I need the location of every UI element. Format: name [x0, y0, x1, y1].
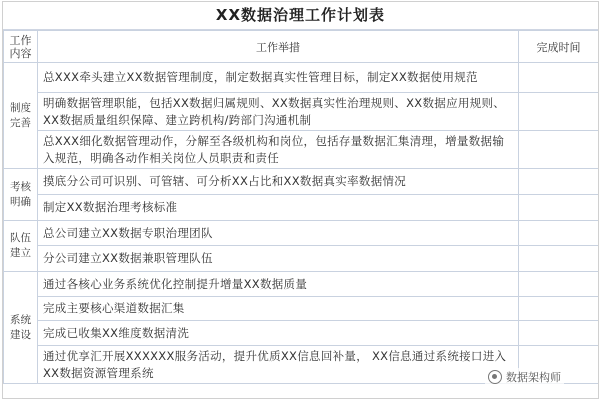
table-row — [4, 321, 599, 346]
plan-table-document — [2, 1, 599, 399]
category-cell: 考核明确 — [4, 169, 38, 221]
wechat-icon — [488, 370, 502, 384]
time-cell — [519, 321, 599, 346]
table-row — [4, 297, 599, 321]
header-category: 工作内容 — [4, 31, 38, 63]
header-time: 完成时间 — [519, 31, 599, 63]
table-header-row — [4, 31, 599, 63]
time-cell — [519, 169, 599, 195]
table-row — [4, 131, 599, 169]
task-cell: 总公司建立XX数据专职治理团队 — [38, 221, 519, 246]
category-cell: 制度完善 — [4, 63, 38, 169]
table-row — [4, 169, 599, 195]
time-cell — [519, 272, 599, 297]
task-cell: 制定XX数据治理考核标准 — [38, 195, 519, 221]
task-cell: 完成主要核心渠道数据汇集 — [38, 297, 519, 321]
plan-table — [3, 30, 599, 384]
time-cell — [519, 63, 599, 93]
task-cell: 总XXX牵头建立XX数据管理制度，制定数据真实性管理目标，制定XX数据使用规范 — [38, 63, 519, 93]
table-row — [4, 246, 599, 272]
table-title: XX数据治理工作计划表 — [3, 2, 598, 30]
category-cell: 系统建设 — [4, 272, 38, 384]
table-row — [4, 221, 599, 246]
time-cell — [519, 246, 599, 272]
task-cell: 明确数据管理职能，包括XX数据归属规则、XX数据真实性治理规则、XX数据应用规则、XX数据质量组织保障、建立跨机构/跨部门沟通机制 — [38, 93, 519, 131]
table-row — [4, 93, 599, 131]
table-row — [4, 195, 599, 221]
task-cell: 通过各核心业务系统优化控制提升增量XX数据质量 — [38, 272, 519, 297]
watermark-text: 数据架构师 — [506, 371, 561, 384]
table-row — [4, 272, 599, 297]
task-cell: 通过优享汇开展XXXXXX服务活动，提升优质XX信息回补量， XX信息通过系统接口进入XX数据资源管理系统 — [38, 346, 519, 384]
table-row — [4, 63, 599, 93]
time-cell — [519, 297, 599, 321]
task-cell: 总XXX细化数据管理动作，分解至各级机构和岗位，包括存量数据汇集清理，增量数据输入规范，明确各动作相关岗位人员职责和责任 — [38, 131, 519, 169]
category-cell: 队伍建立 — [4, 221, 38, 272]
watermark — [485, 368, 564, 386]
task-cell: 摸底分公司可识别、可管辖、可分析XX占比和XX数据真实率数据情况 — [38, 169, 519, 195]
header-task: 工作举措 — [38, 31, 519, 63]
task-cell: 完成已收集XX维度数据清洗 — [38, 321, 519, 346]
task-cell: 分公司建立XX数据兼职管理队伍 — [38, 246, 519, 272]
time-cell — [519, 221, 599, 246]
time-cell — [519, 93, 599, 131]
time-cell — [519, 195, 599, 221]
time-cell — [519, 131, 599, 169]
